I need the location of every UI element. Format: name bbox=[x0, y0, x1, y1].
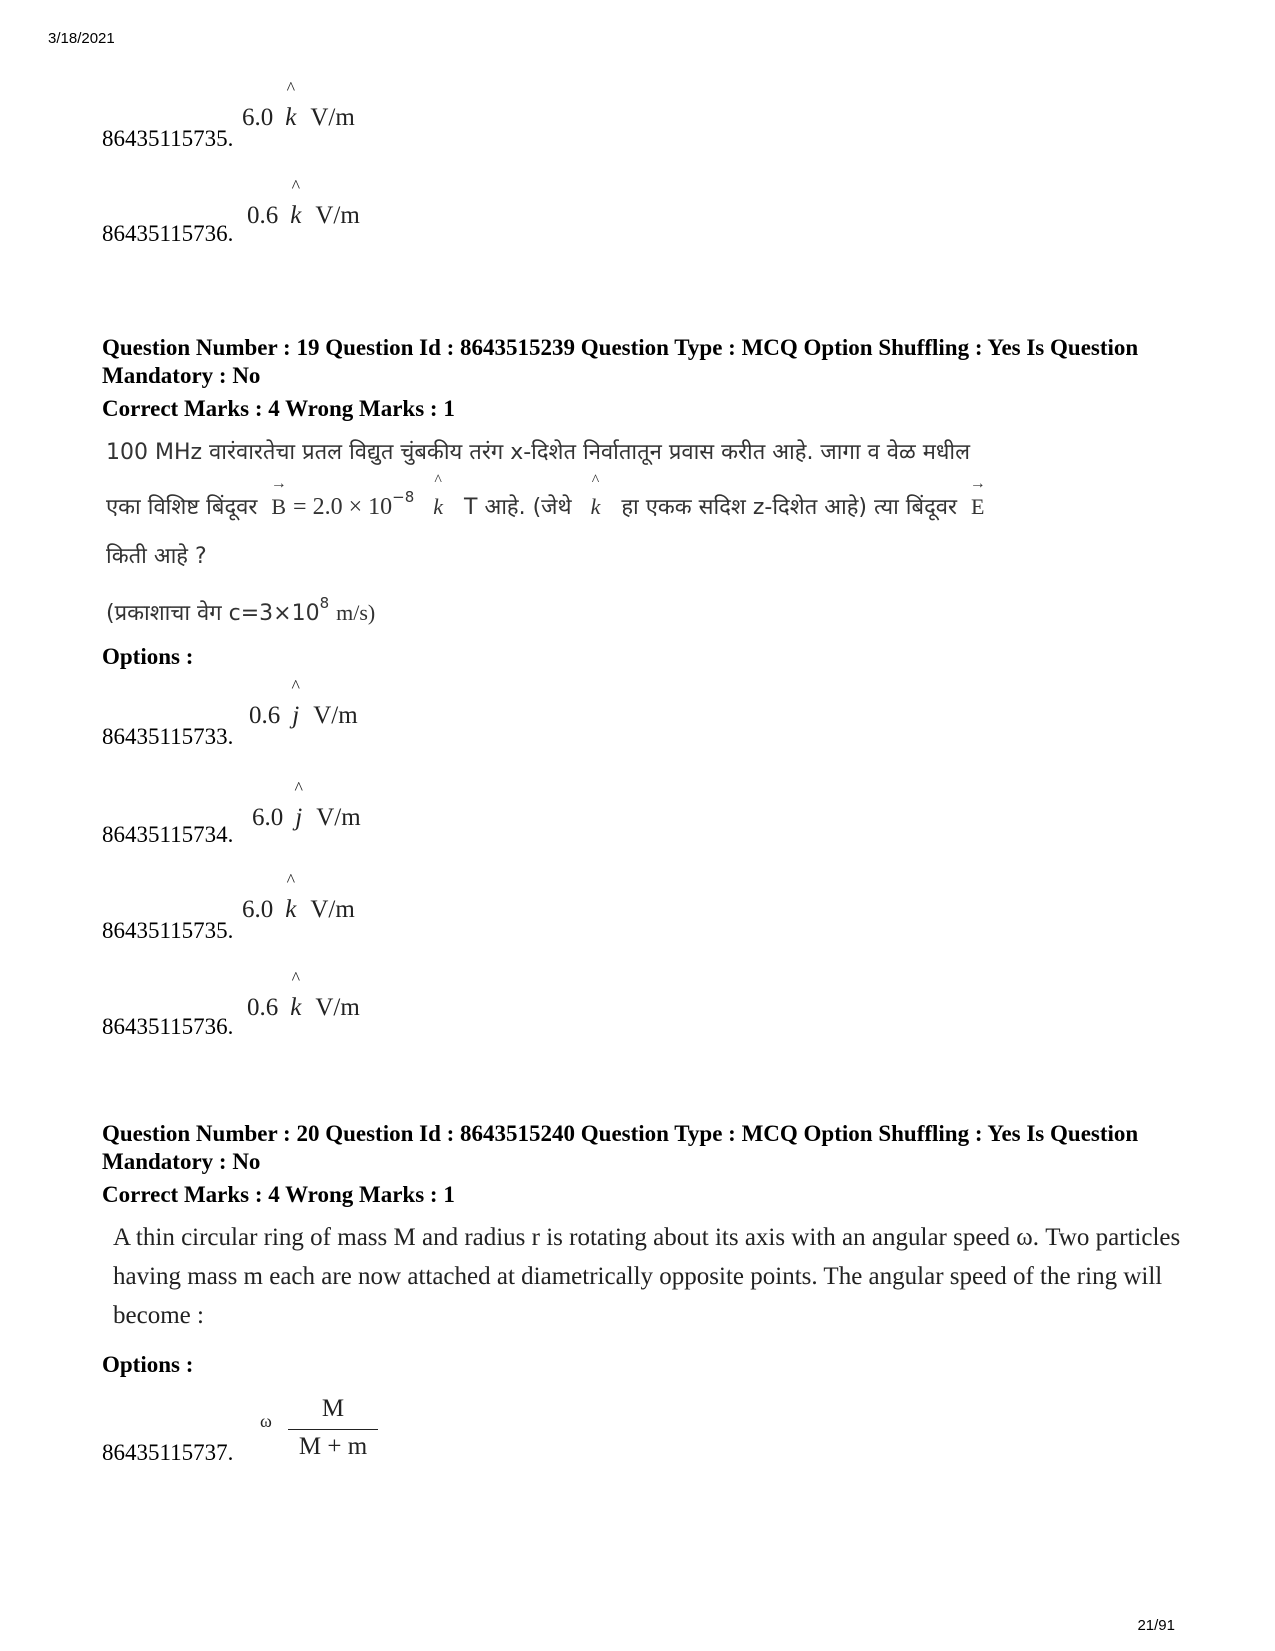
option-id: 86435115737. bbox=[102, 1440, 234, 1465]
option-id: 86435115736. bbox=[102, 1014, 234, 1039]
option-formula: 6.0 ^ k V/m bbox=[242, 870, 355, 923]
question-20-options-label: Options : bbox=[102, 1352, 194, 1377]
option-id: 86435115733. bbox=[102, 724, 234, 749]
hat-accent: ^ bbox=[591, 472, 600, 489]
option-id: 86435115735. bbox=[102, 918, 234, 943]
fraction-numerator: M bbox=[321, 1395, 345, 1422]
question-20-marks: Correct Marks : 4 Wrong Marks : 1 bbox=[102, 1182, 455, 1207]
option-id: 86435115735. bbox=[102, 126, 234, 151]
option-id: 86435115736. bbox=[102, 221, 234, 246]
question-19-marks: Correct Marks : 4 Wrong Marks : 1 bbox=[102, 396, 455, 421]
vector-b: → B bbox=[270, 475, 287, 519]
fraction-bar bbox=[288, 1429, 378, 1430]
hat-accent: ^ bbox=[294, 778, 303, 798]
option-formula: 6.0 ^ j V/m bbox=[252, 778, 361, 831]
print-date: 3/18/2021 bbox=[48, 30, 115, 47]
question-19-text-line-4: (प्रकाशाचा वेग $c=3\times 10^8$ m/s) bbox=[106, 594, 376, 626]
option-formula: 0.6 ^ k V/m bbox=[247, 176, 360, 229]
fraction-denominator: M + m bbox=[298, 1433, 368, 1460]
hat-accent: ^ bbox=[291, 176, 301, 196]
hat-accent: ^ bbox=[434, 472, 442, 489]
question-19-options-label: Options : bbox=[102, 644, 194, 669]
question-19-header: Question Number : 19 Question Id : 8643515239 Question Type : MCQ Option Shuffling : Yes Is Question Mandatory : No bbox=[102, 335, 1139, 388]
option-formula: 0.6 ^ k V/m bbox=[247, 968, 360, 1021]
omega-symbol: ω bbox=[260, 1411, 272, 1431]
option-formula: 0.6 ^ j V/m bbox=[249, 676, 358, 729]
hat-accent: ^ bbox=[286, 78, 296, 98]
hat-accent: ^ bbox=[291, 968, 301, 988]
hat-accent: ^ bbox=[286, 870, 296, 890]
question-19-text-line-2: एका विशिष्ट बिंदूवर → $B = 2.0 \times 10^{-8}$ ^ k T आहे. (जेथे ^ k हा एकक सदिश z-दिशेत आहे) त्या बिंदूवर → E bbox=[106, 472, 986, 520]
question-20-header: Question Number : 20 Question Id : 8643515240 Question Type : MCQ Option Shuffling : Yes Is Question Mandatory : No bbox=[102, 1121, 1139, 1174]
hat-accent: ^ bbox=[291, 676, 300, 696]
option-formula: 6.0 ^ k V/m bbox=[242, 78, 355, 131]
vector-e: → E bbox=[969, 475, 986, 519]
question-19-text-line-1: 100 MHz वारंवारतेचा प्रतल विद्युत चुंबकीय तरंग x-दिशेत निर्वातातून प्रवास करीत आहे. जागा व वेळ मधील bbox=[106, 440, 971, 465]
page-number: 21/91 bbox=[1137, 1617, 1175, 1634]
question-20-text: A thin circular ring of mass M and radius r is rotating about its axis with an angular speed ω. Two particles having mass m each are now attached at diametrically opposite points. The angular speed of the ring will become : bbox=[113, 1224, 1181, 1329]
option-id: 86435115734. bbox=[102, 822, 234, 847]
question-19-text-line-3: किती आहे ? bbox=[106, 544, 207, 569]
